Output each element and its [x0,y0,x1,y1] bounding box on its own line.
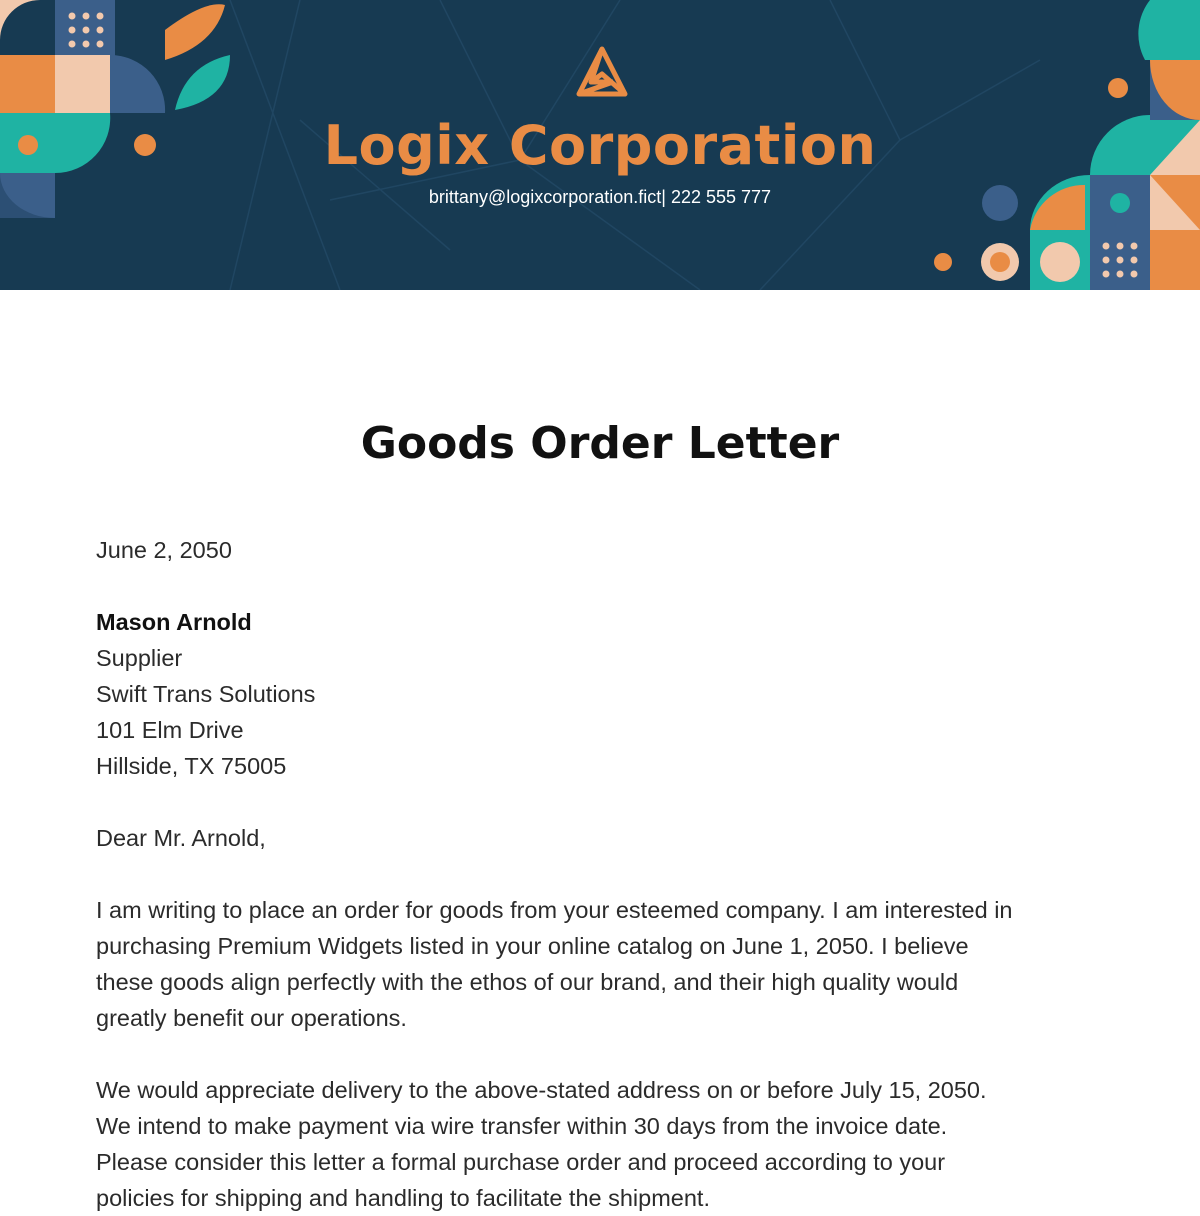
letterhead-brand [0,0,1200,290]
recipient-city: Hillside, TX 75005 [96,753,287,779]
paragraph-line: We would appreciate delivery to the above-stated address on or before July 15, 2050. [96,1077,987,1103]
letter-date: June 2, 2050 [96,537,232,563]
paragraph-line: I am writing to place an order for goods from your esteemed company. I am interested in [96,897,1013,923]
paragraph-line: greatly benefit our operations. [96,1005,407,1031]
paragraph-line: these goods align perfectly with the ethos of our brand, and their high quality would [96,969,959,995]
logo-icon [573,44,631,102]
recipient-street: 101 Elm Drive [96,717,244,743]
letter-paragraph-2 [96,1072,1106,1216]
recipient-company: Swift Trans Solutions [96,681,316,707]
recipient-role: Supplier [96,645,183,671]
recipient-name: Mason Arnold [96,609,252,635]
letter-paragraph-1 [96,892,1106,1036]
paragraph-line: policies for shipping and handling to facilitate the shipment. [96,1185,710,1211]
recipient-block [96,604,1106,784]
paragraph-line: purchasing Premium Widgets listed in your online catalog on June 1, 2050. I believe [96,933,969,959]
company-name: Logix Corporation [323,114,877,177]
letterhead-banner [0,0,1200,290]
company-contact: brittany@logixcorporation.fict| 222 555 777 [428,187,772,207]
paragraph-line: Please consider this letter a formal purchase order and proceed according to your [96,1149,946,1175]
document-title: Goods Order Letter [360,418,840,469]
paragraph-line: We intend to make payment via wire transfer within 30 days from the invoice date. [96,1113,948,1139]
letter-greeting: Dear Mr. Arnold, [96,825,266,851]
